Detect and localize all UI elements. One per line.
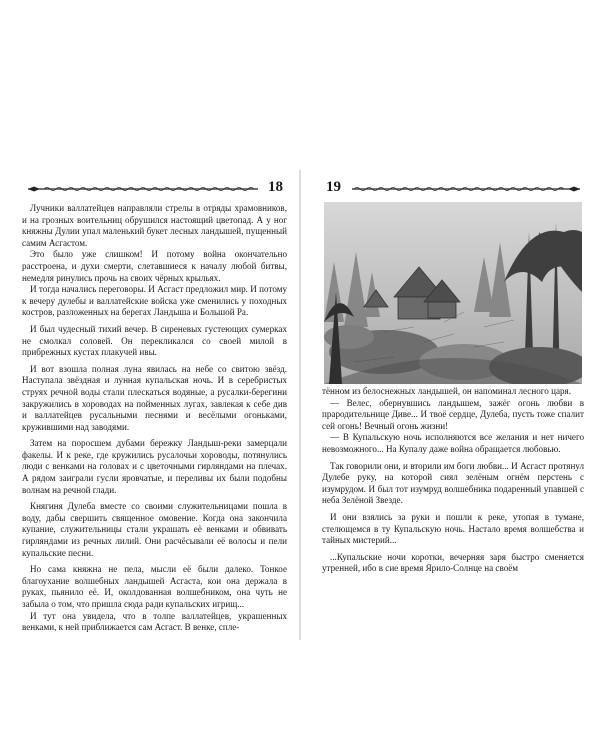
paragraph: И тогда начались переговоры. И Асгаст предложил мир. И потому к вечеру дулебы и валлатейские войска уже сменились у походных костров, разложенных на берегах Ландыша и Большой Ра. — [22, 284, 287, 318]
left-page-header — [22, 180, 287, 198]
paragraph: И был чудесный тихий вечер. В сиреневых густеющих сумерках не смолкал соловей. Он перекликался со своей милой в прибрежных кустах плакучей ивы. — [22, 323, 287, 358]
paragraph: тённом из белоснежных ландышей, он напоминал лесного царя. — [322, 386, 571, 396]
paragraph: Княгиня Дулеба вместе со своими служительницами пошла в воду, дабы свершить священное омовение. Когда она закончила купание, служительницы стали украшать её венками и обвивать гирляндами из речных лилий. Они расчёсывали её волосы и пели купальские песни. — [22, 501, 287, 558]
paragraph: Затем на поросшем дубами бережку Ландыш-реки замерцали факелы. И к реке, где кружились русалочьи хороводы, потянулись люди с венками на головах и с цветочными гирляндами на плечах. А рядом заиграли гусли яровчатые, и переливы их были подобны волнам на речной глади. — [22, 438, 287, 495]
paragraph: — Велес, обернувшись ландышем, зажёг огонь любви в прародительнице Диве... И твоё сердце, Дулеба, пусть тоже спалит сей огонь! Вечный огонь жизни! — [322, 397, 584, 431]
right-page-text — [322, 386, 584, 575]
forest-illustration — [324, 202, 582, 384]
page-number: 19 — [326, 179, 341, 195]
paragraph: Это было уже слишком! И потому война окончательно расстроена, и духи смерти, слетавшиеся к началу любой битвы, немедля ринулись прочь на своих чёрных крыльях. — [22, 249, 287, 283]
paragraph: Так говорили они, и вторили им боги любви... И Асгаст протянул Дулебе руку, на которой сиял зелёным огнём перстень с изумрудом. И был тот изумруд волшебника подаренный упавшей с неба Зелёной Звезде. — [322, 460, 584, 506]
forest-illustration-drawing — [324, 202, 582, 384]
paragraph: Но сама княжна не пела, мысли её были далеко. Тонкое благоухание волшебных ландышей Асгаста, кои она держала в руках, пьянило её. И, околдованная волшебником, она чуть не забыла о том, что пришла сюда ради купальских игрищ... — [22, 564, 287, 609]
paragraph: И они взялись за руки и пошли к реке, утопая в тумане, стелющемся в ту Купальскую ночь. Настало время волшебства и тайных мистерий... — [322, 511, 584, 546]
paragraph: И тут она увидела, что в толпе валлатейцев, украшенных венками, к ней приближается сам Асгаст. В венке, спле- — [22, 610, 287, 633]
book-gutter — [299, 170, 301, 640]
right-page-header — [322, 180, 584, 198]
left-header-ornament — [28, 186, 258, 192]
page-number: 18 — [268, 179, 283, 195]
paragraph: ...Купальские ночи коротки, вечерняя заря быстро сменяется утренней, ибо в сие время Ярило-Солнце на своём — [322, 551, 584, 574]
right-page — [322, 180, 584, 575]
right-header-ornament — [352, 186, 580, 192]
left-page-text — [22, 203, 287, 634]
paragraph: — В Купальскую ночь исполняются все желания и нет ничего невозможного... На Купалу даже война обращается любовью. — [322, 432, 584, 454]
left-page — [22, 180, 287, 634]
paragraph: И вот взошла полная луна явилась на небе со свитою звёзд. Наступала звёздная и лунная купальская ночь. И в серебристых струях речной воды стали плескаться водяные, а русалки-берегини закружились в хороводах на пойменных лугах, завлекая к себе див и валлатейцев русальными песнями и весёлыми огоньками, кружившими над заводями. — [22, 363, 287, 432]
paragraph: Лучники валлатейцев направляли стрелы в отряды храмовников, и на грозных воительниц обрушился настоящий цветопад. А у ног княжны Дулии упал маленький букет лесных ландышей, пущенный самим Асгастом. — [22, 203, 287, 248]
